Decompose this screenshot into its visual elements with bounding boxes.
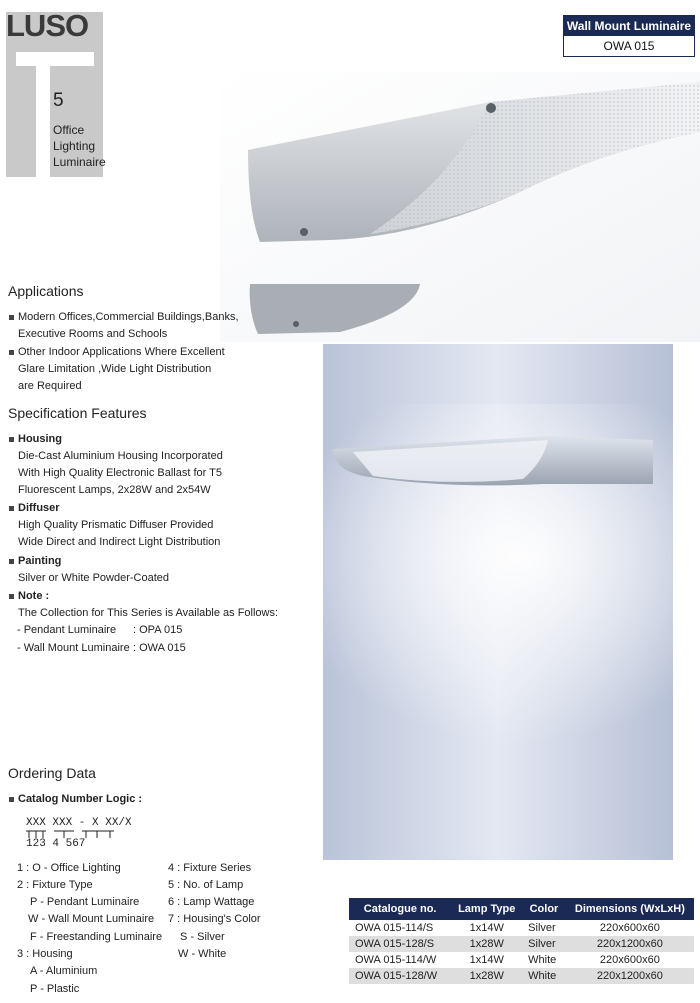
product-title-box <box>563 15 695 57</box>
spec-housing-line-1: Die-Cast Aluminium Housing Incorporated <box>18 450 223 462</box>
spec-diffuser <box>9 500 220 551</box>
bullet-icon <box>9 797 14 802</box>
applications-item-2-line-3: are Required <box>18 380 82 392</box>
table-row <box>349 952 694 968</box>
catalog-logic <box>9 791 142 808</box>
spec-housing <box>9 431 223 499</box>
spec-painting <box>9 553 169 587</box>
order-item-2-p: P - Pendant Luminaire <box>30 896 140 908</box>
cell-dimensions: 220x600x60 <box>599 922 660 934</box>
cell-lamp: 1x14W <box>469 954 504 966</box>
cell-lamp: 1x14W <box>469 922 504 934</box>
bullet-icon <box>9 559 14 564</box>
cell-dimensions: 220x1200x60 <box>566 968 694 984</box>
col-lamp-header: Lamp Type <box>451 898 522 920</box>
col-dimensions-header: Dimensions (WxLxH) <box>566 898 694 920</box>
product-code: OWA 015 <box>603 39 655 53</box>
ordering-heading: Ordering Data <box>8 765 96 781</box>
installed-luminaire-photo <box>323 344 673 860</box>
table-header-row <box>349 898 694 920</box>
spec-housing-title: Housing <box>18 433 62 445</box>
table-row <box>349 920 694 936</box>
order-item-2-f: F - Freestanding Luminaire <box>30 931 163 943</box>
spec-housing-line-3: Fluorescent Lamps, 2x28W and 2x54W <box>18 484 211 496</box>
cell-dimensions: 220x1200x60 <box>566 936 694 952</box>
note-wall-value: : OWA 015 <box>133 642 186 654</box>
spec-diffuser-title: Diffuser <box>18 502 60 514</box>
cell-catalogue: OWA 015-114/S <box>355 922 434 934</box>
spec-heading: Specification Features <box>8 405 147 421</box>
logo-t-bar <box>16 52 94 66</box>
order-item-1: 1 : O - Office Lighting <box>17 862 121 874</box>
logo-line-office: Office <box>53 123 85 137</box>
bullet-icon <box>9 350 14 355</box>
spec-painting-title: Painting <box>18 555 62 567</box>
order-item-3: 3 : Housing <box>17 948 73 960</box>
cell-catalogue: OWA 015-114/W <box>355 954 437 966</box>
order-item-2: 2 : Fixture Type <box>17 879 93 891</box>
order-item-6: 6 : Lamp Wattage <box>168 896 255 908</box>
logo-wordmark: LUSO <box>6 8 89 43</box>
bullet-icon <box>9 315 14 320</box>
luminaire-detail-photo <box>220 72 700 342</box>
applications-item-1-line-1: Modern Offices,Commercial Buildings,Banks, <box>18 311 239 323</box>
order-item-5: 5 : No. of Lamp <box>168 879 244 891</box>
col-color-header: Color <box>522 898 566 920</box>
spec-diffuser-line-2: Wide Direct and Indirect Light Distribution <box>18 536 221 548</box>
order-item-4: 4 : Fixture Series <box>168 862 252 874</box>
cell-lamp: 1x28W <box>451 968 522 984</box>
cell-color: White <box>528 954 557 966</box>
order-item-3-a: A - Aluminium <box>30 965 98 977</box>
order-item-7-s: S - Silver <box>180 931 225 943</box>
cell-color: Silver <box>522 936 566 952</box>
catalog-code-numbers: 123 4 567 <box>26 838 86 850</box>
spec-painting-line-1: Silver or White Powder-Coated <box>18 572 170 584</box>
applications-item-1 <box>9 309 239 343</box>
cell-catalogue: OWA 015-128/S <box>349 936 451 952</box>
cell-lamp: 1x28W <box>451 936 522 952</box>
order-item-7: 7 : Housing's Color <box>168 913 261 925</box>
applications-item-2 <box>9 344 225 395</box>
logo-t-stem <box>36 66 50 177</box>
product-table <box>349 898 694 984</box>
table-row <box>349 968 694 984</box>
spec-diffuser-line-1: High Quality Prismatic Diffuser Provided <box>18 519 214 531</box>
note-pendant-value: : OPA 015 <box>133 624 183 636</box>
cell-catalogue: OWA 015-128/W <box>349 968 451 984</box>
catalog-logic-title: Catalog Number Logic : <box>18 793 143 805</box>
product-category: Wall Mount Luminaire <box>564 16 694 36</box>
bullet-icon <box>9 506 14 511</box>
bullet-icon <box>9 594 14 599</box>
spec-note <box>9 588 278 622</box>
col-catalogue-header: Catalogue no. <box>349 898 451 920</box>
spec-note-title: Note : <box>18 590 50 602</box>
order-item-7-w: W - White <box>178 948 227 960</box>
bullet-icon <box>9 437 14 442</box>
order-item-3-p: P - Plastic <box>30 983 80 995</box>
applications-item-2-line-2: Glare Limitation ,Wide Light Distribution <box>18 363 212 375</box>
logo-line-lighting: Lighting <box>53 139 96 153</box>
applications-item-1-line-2: Executive Rooms and Schools <box>18 328 168 340</box>
cell-color: White <box>522 968 566 984</box>
catalog-code-pattern: XXX XXX - X XX/X <box>26 817 132 829</box>
spec-note-line-1: The Collection for This Series is Available as Follows: <box>18 607 279 619</box>
logo-line-luminaire: Luminaire <box>53 155 106 169</box>
table-row <box>349 936 694 952</box>
cell-color: Silver <box>528 922 556 934</box>
note-pendant-label: - Pendant Luminaire <box>17 624 117 636</box>
cell-dimensions: 220x600x60 <box>599 954 660 966</box>
order-item-2-w: W - Wall Mount Luminaire <box>28 913 155 925</box>
logo-number: 5 <box>53 90 64 111</box>
applications-item-2-line-1: Other Indoor Applications Where Excellent <box>18 346 225 358</box>
note-wall-label: - Wall Mount Luminaire <box>17 642 130 654</box>
applications-heading: Applications <box>8 283 84 299</box>
spec-housing-line-2: With High Quality Electronic Ballast for T5 <box>18 467 222 479</box>
